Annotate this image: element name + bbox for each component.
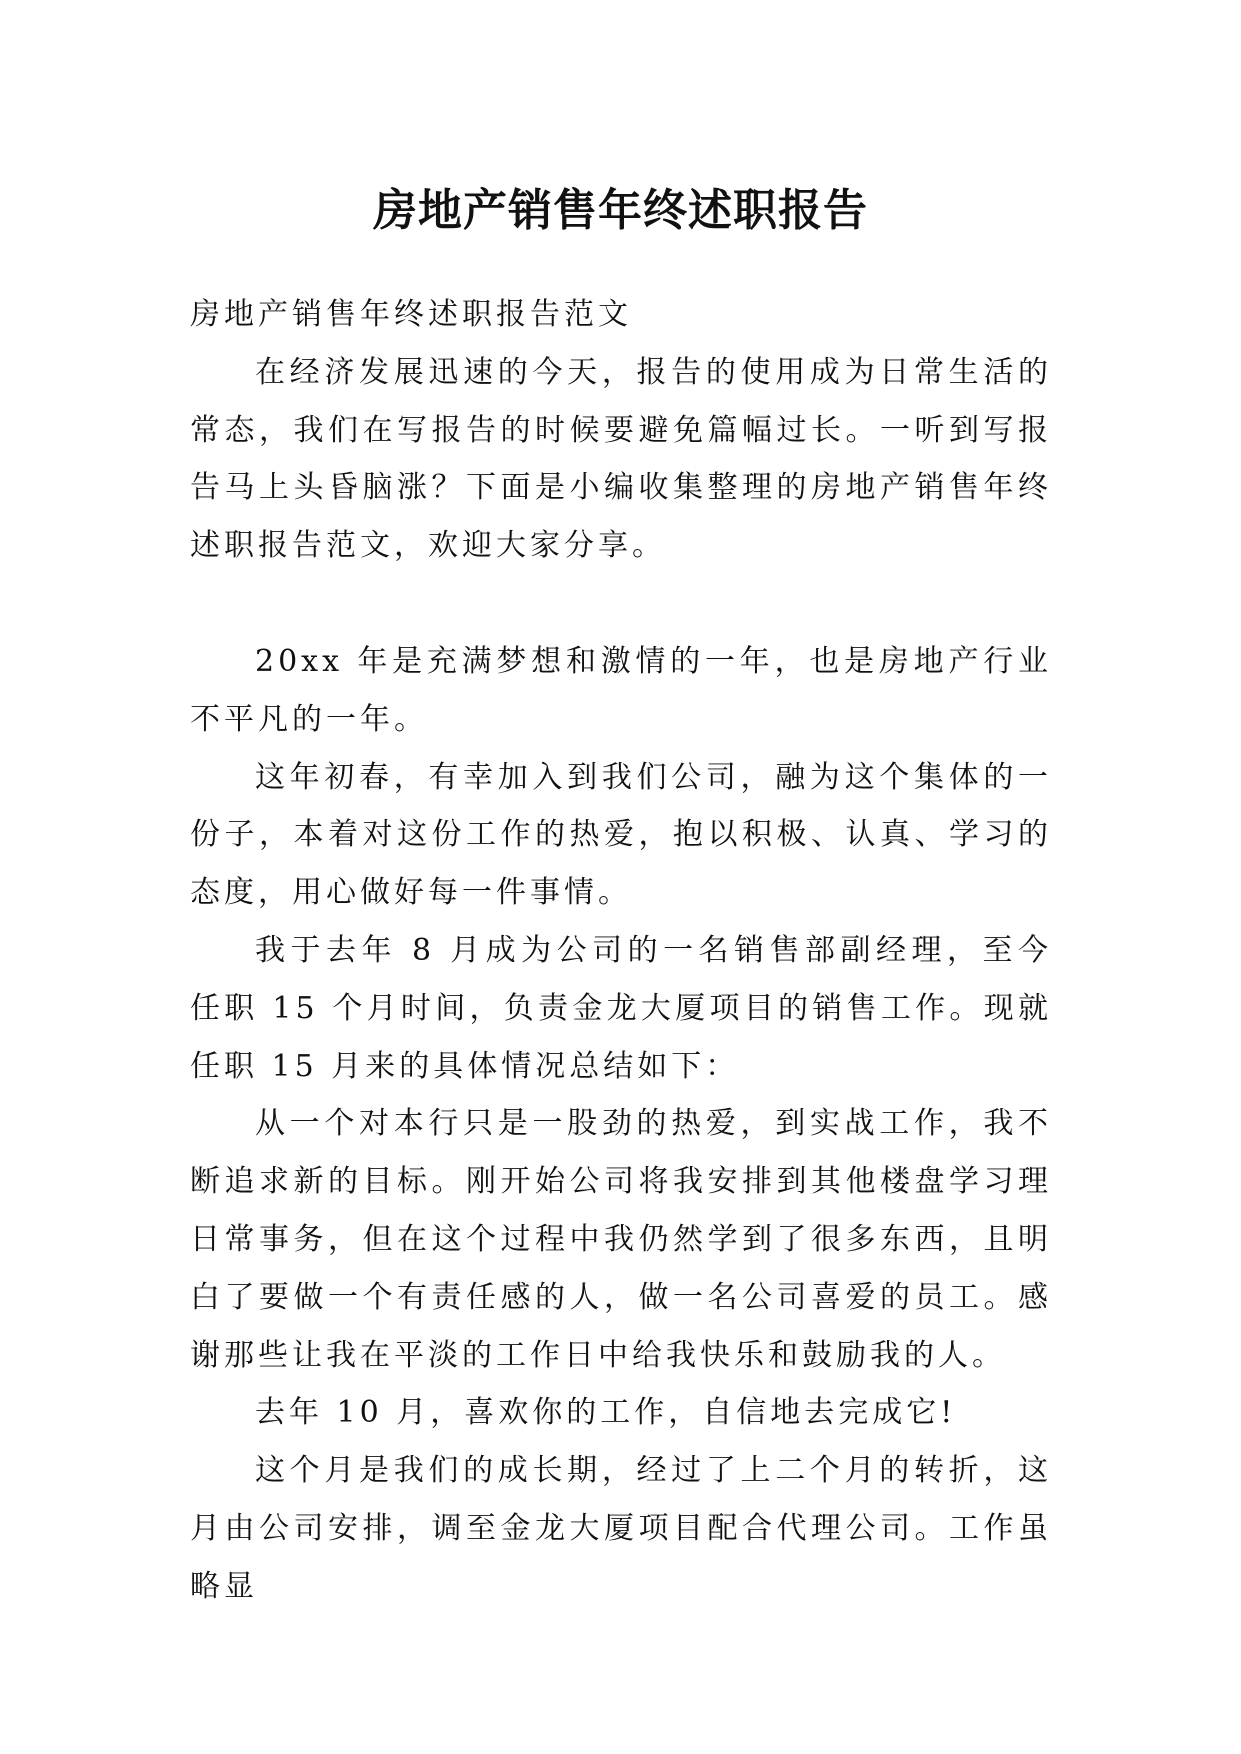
paragraph-october: 去年 10 月，喜欢你的工作，自信地去完成它! xyxy=(255,1395,957,1431)
paragraph-growth: 这个月是我们的成长期，经过了上二个月的转折，这月由公司安排，调至金龙大厦项目配合代理公司。工作虽略显 xyxy=(190,1453,1052,1604)
paragraph-spring: 这年初春，有幸加入到我们公司，融为这个集体的一份子，本着对这份工作的热爱，抱以积极、认真、学习的态度，用心做好每一件事情。 xyxy=(190,759,1052,911)
paragraph-intro: 在经济发展迅速的今天，报告的使用成为日常生活的常态，我们在写报告的时候要避免篇幅过长。一听到写报告马上头昏脑涨？下面是小编收集整理的房地产销售年终述职报告范文，欢迎大家分享。 xyxy=(190,354,1052,564)
paragraph-position: 我于去年 8 月成为公司的一名销售部副经理，至今任职 15 个月时间，负责金龙大厦项目的销售工作。现就任职 15 月来的具体情况总结如下： xyxy=(190,932,1052,1084)
document-title: 房地产销售年终述职报告 xyxy=(373,185,868,237)
paragraph-year: 20xx 年是充满梦想和激情的一年，也是房地产行业不平凡的一年。 xyxy=(190,643,1052,737)
document-body xyxy=(190,286,1052,1616)
paragraph-goals: 从一个对本行只是一股劲的热爱，到实战工作，我不断追求新的目标。刚开始公司将我安排到其他楼盘学习理日常事务，但在这个过程中我仍然学到了很多东西，且明白了要做一个有责任感的人，做一名公司喜爱的员工。感谢那些让我在平淡的工作日中给我快乐和鼓励我的人。 xyxy=(190,1106,1052,1373)
document-subtitle: 房地产销售年终述职报告范文 xyxy=(190,297,632,332)
